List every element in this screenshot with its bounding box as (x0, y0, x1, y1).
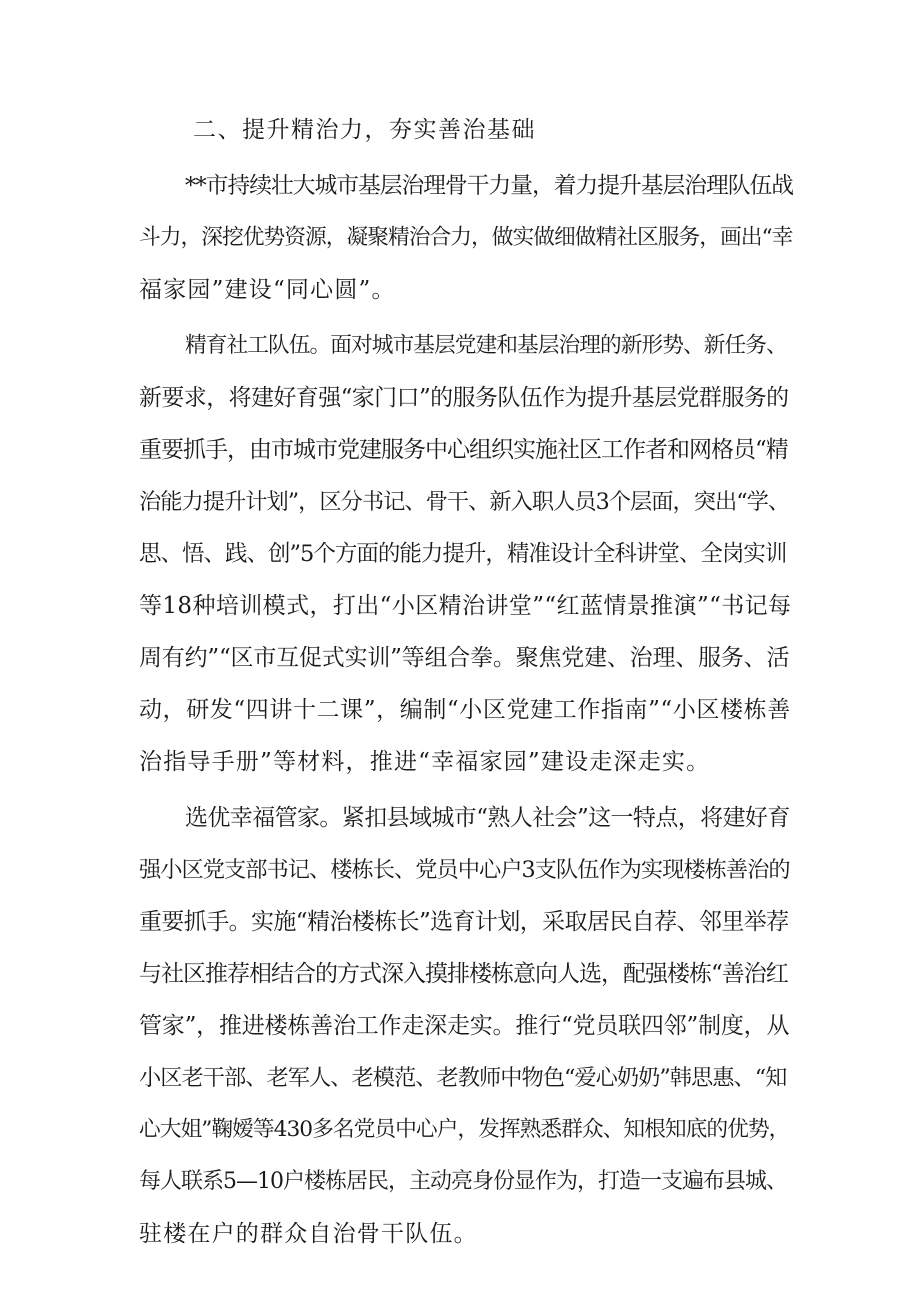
paragraph-line: 思、悟、践、创”5个方面的能力提升，精准设计全科讲堂、全岗实训 (139, 541, 787, 567)
paragraph-line: 选优幸福管家。紧扣县域城市“熟人社会”这一特点，将建好育 (185, 805, 790, 831)
paragraph-line: 治指导手册”等材料，推进“幸福家园”建设走深走实。 (139, 749, 711, 775)
paragraph-intro (139, 168, 793, 308)
paragraph-line: 管家”，推进楼栋善治工作走深走实。推行“党员联四邻”制度，从 (139, 1013, 790, 1039)
paragraph-line: 每人联系5—10户楼栋居民，主动亮身份显作为，打造一支遍布县城、 (139, 1169, 787, 1194)
paragraph-line: 周有约”“区市互促式实训”等组合拳。聚焦党建、治理、服务、活 (139, 645, 790, 671)
paragraph-line: 治能力提升计划”，区分书记、骨干、新入职人员3个层面，突出“学、 (139, 489, 790, 515)
paragraph-line: 小区老干部、老军人、老模范、老教师中物色“爱心奶奶”韩思惠、“知 (139, 1065, 787, 1091)
paragraph-line: **市持续壮大城市基层治理骨干力量，着力提升基层治理队伍战 (185, 173, 793, 199)
paragraph-line: 等18种培训模式，打出“小区精治讲堂”“红蓝情景推演”“书记每 (139, 593, 792, 619)
paragraph-line: 强小区党支部书记、楼栋长、党员中心户3支队伍作为实现楼栋善治的 (139, 857, 790, 883)
paragraph-line: 心大姐”鞠嫒等430多名党员中心户，发挥熟悉群众、知根知底的优势， (139, 1117, 790, 1142)
paragraph-line: 重要抓手，由市城市党建服务中心组织实施社区工作者和网格员“精 (139, 437, 788, 463)
document-body (139, 112, 793, 1272)
paragraph-line: 重要抓手。实施“精治楼栋长”选育计划，采取居民自荐、邻里举荐 (139, 909, 789, 935)
paragraph-line: 新要求，将建好育强“家门口”的服务队伍作为提升基层党群服务的 (139, 385, 789, 411)
paragraph-social-workers (139, 328, 793, 780)
paragraph-line: 动，研发“四讲十二课”，编制“小区党建工作指南”“小区楼栋善 (139, 697, 791, 723)
paragraph-line: 福家园”建设“同心圆”。 (139, 277, 396, 303)
section-heading: 二、提升精治力，夯实善治基础 (193, 117, 536, 143)
paragraph-line: 斗力，深挖优势资源，凝聚精治合力，做实做细做精社区服务，画出“幸 (139, 225, 793, 250)
paragraph-line: 精育社工队伍。面对城市基层党建和基层治理的新形势、新任务、 (185, 333, 787, 358)
paragraph-happiness-stewards (139, 800, 793, 1252)
paragraph-line: 与社区推荐相结合的方式深入摸排楼栋意向人选，配强楼栋“善治红 (139, 961, 788, 987)
paragraph-line: 驻楼在户的群众自治骨干队伍。 (139, 1221, 478, 1247)
